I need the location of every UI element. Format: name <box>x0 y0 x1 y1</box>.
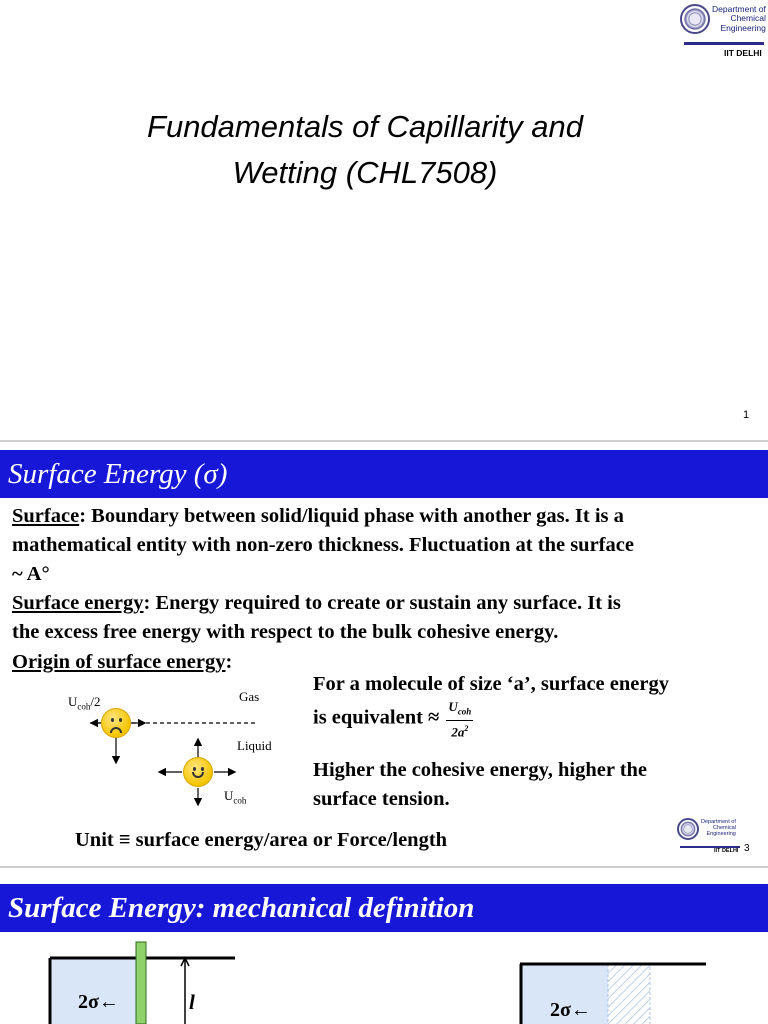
page-title: Fundamentals of Capillarity and Wetting (CHL7508) <box>147 109 583 190</box>
liquid-label: Liquid <box>237 738 272 753</box>
sliding-rod <box>136 942 146 1024</box>
molecule-size-text: For a molecule of size ‘a’, surface energy is equivalent ≈ $\frac{U_{coh}}{2a^2}$ <box>313 673 669 739</box>
slide-divider <box>0 440 768 442</box>
cohesive-text: Higher the cohesive energy, higher the surface tension. <box>313 759 648 810</box>
ucoh-half-label: $U_{coh}/2$ <box>68 694 101 712</box>
diagram-lines <box>60 700 290 810</box>
left-force-label: 2σ← <box>78 991 119 1013</box>
slide-banner: Surface Energy (σ) <box>0 450 768 498</box>
iitd-logo <box>680 4 766 34</box>
iitd-seal-icon <box>677 818 699 840</box>
right-frame-diagram <box>510 952 720 1024</box>
page-number: 3 <box>744 843 750 854</box>
iitd-logo-small <box>677 818 736 840</box>
gas-label: Gas <box>239 689 260 704</box>
logo-text: Department of Chemical Engineering <box>712 4 766 33</box>
sad-face-icon <box>101 708 131 738</box>
unit-text: Unit ≡ surface energy/area or Force/length <box>75 829 448 851</box>
surface-energy-fraction: $\frac{U_{coh}}{2a^2}$ <box>448 699 472 739</box>
surface-energy-term: Surface energy <box>12 592 144 614</box>
iitd-seal-icon <box>680 4 710 34</box>
logo-text: Department of Chemical Engineering <box>701 819 736 838</box>
left-frame-diagram <box>40 936 260 1024</box>
surface-term: Surface <box>12 505 80 527</box>
page-number: 1 <box>743 409 750 421</box>
right-force-label: 2σ← <box>550 999 591 1021</box>
stretched-film <box>608 964 650 1024</box>
logo-iit: IIT DELHI <box>724 48 762 58</box>
logo-iit: IIT DELHI <box>714 848 739 854</box>
origin-heading: Origin of surface energy: <box>12 651 233 673</box>
happy-face-icon <box>183 757 213 787</box>
logo-bar <box>684 42 764 45</box>
slide-divider <box>0 866 768 868</box>
slide-banner: Surface Energy: mechanical definition <box>0 884 768 932</box>
ucoh-label: $U_{coh}$ <box>224 788 247 806</box>
surface-definition: Surface: Boundary between solid/liquid phase with another gas. It is a mathematical entity with non-zero thickness. Fluctuation at the surface ~ A° Surface energy: Energy required to create or sustain any surface. It is the excess free energy with respect to the bulk cohesive energy. <box>12 505 634 643</box>
length-label: l <box>189 990 195 1014</box>
